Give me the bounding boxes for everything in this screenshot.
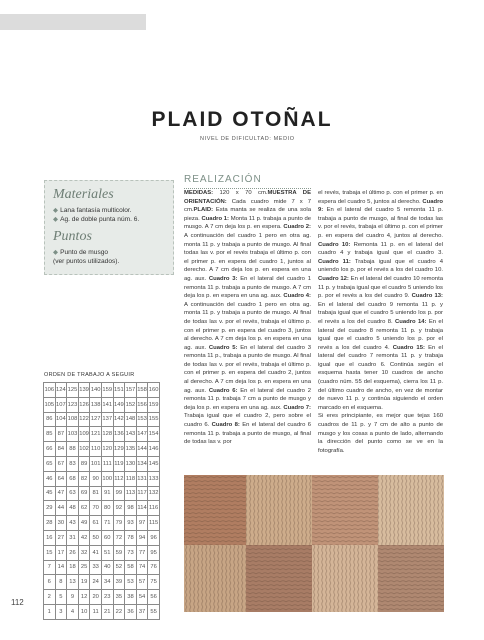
grid-cell: 159 <box>148 397 160 412</box>
grid-cell: 65 <box>44 456 56 471</box>
points-item: ◆ Punto de musgo <box>53 249 109 256</box>
page-number: 112 <box>11 598 24 607</box>
grid-cell: 57 <box>136 575 148 590</box>
grid-cell: 50 <box>90 530 102 545</box>
grid-row <box>44 442 160 457</box>
grid-cell: 116 <box>148 501 160 516</box>
grid-cell: 98 <box>125 501 137 516</box>
grid-cell: 4 <box>67 604 79 619</box>
grid-cell: 149 <box>113 397 125 412</box>
grid-cell: 105 <box>44 397 56 412</box>
run-text: En el lateral del cuadro 9 remonta 11 p. y trabaja igual que el cuadro 5 uniendo los p. por el revés a los del cuadro 8. <box>318 301 443 325</box>
grid-cell: 136 <box>113 427 125 442</box>
grid-cell: 14 <box>55 560 67 575</box>
run-label: Cuadro 7: <box>283 404 311 411</box>
run-text: Esta manta se realiza de una sola pieza. <box>184 207 311 222</box>
grid-cell: 160 <box>148 383 160 398</box>
grid-cell: 104 <box>55 412 67 427</box>
run-label: Cuadro 13: <box>411 293 443 300</box>
run-text: En el lateral del cuadro 1 remonta 11 p. trabaja a punto de musgo. A 7 cm deja los p. en espera en una ag. aux. <box>184 275 311 300</box>
grid-cell: 94 <box>136 530 148 545</box>
grid-cell: 32 <box>78 545 90 560</box>
grid-cell: 8 <box>55 575 67 590</box>
bullet-icon: ◆ <box>53 207 59 214</box>
grid-cell: 87 <box>55 427 67 442</box>
grid-cell: 144 <box>136 442 148 457</box>
grid-cell: 112 <box>113 471 125 486</box>
grid-cell: 119 <box>113 456 125 471</box>
grid-cell: 129 <box>113 442 125 457</box>
grid-cell: 111 <box>101 456 113 471</box>
grid-cell: 100 <box>101 471 113 486</box>
grid-row <box>44 530 160 545</box>
difficulty-label: NIVEL DE DIFICULTAD: MEDIO <box>200 136 295 142</box>
grid-cell: 99 <box>113 486 125 501</box>
blanket-photo <box>184 475 444 612</box>
grid-cell: 92 <box>113 501 125 516</box>
grid-cell: 130 <box>125 456 137 471</box>
grid-cell: 121 <box>90 427 102 442</box>
grid-cell: 147 <box>136 427 148 442</box>
grid-row <box>44 604 160 619</box>
grid-cell: 106 <box>44 383 56 398</box>
run-text: Remonta 11 p. en el lateral del cuadro 4 y trabaja igual que el cuadro 3. <box>318 241 443 257</box>
grid-cell: 156 <box>136 397 148 412</box>
grid-cell: 113 <box>125 486 137 501</box>
grid-cell: 62 <box>78 501 90 516</box>
grid-cell: 13 <box>67 575 79 590</box>
grid-cell: 78 <box>125 530 137 545</box>
grid-cell: 145 <box>148 456 160 471</box>
grid-row <box>44 501 160 516</box>
grid-cell: 17 <box>55 545 67 560</box>
grid-cell: 102 <box>78 442 90 457</box>
grid-cell: 49 <box>78 516 90 531</box>
run-text: Trabaja igual que el cuadro 2, pero sobre el cuadro 6. <box>184 413 311 429</box>
grid-cell: 29 <box>44 501 56 516</box>
run-label: Cuadro 5: <box>208 344 238 351</box>
grid-cell: 9 <box>67 590 79 605</box>
grid-cell: 11 <box>90 604 102 619</box>
grid-row <box>44 471 160 486</box>
grid-cell: 19 <box>78 575 90 590</box>
run-text: A continuación del cuadro 1 pero en otra ag. monta 11 p. y trabaja a punto de musgo. Al final de todas las v. por el revés, trabaja el último p. con el primer p. en espera del cuadro 3, juntos al derecho. A 7 cm deja los p. en espera en una ag. aux. <box>184 301 311 351</box>
grid-cell: 95 <box>148 545 160 560</box>
grid-cell: 124 <box>55 383 67 398</box>
grid-cell: 59 <box>113 545 125 560</box>
grid-cell: 20 <box>90 590 102 605</box>
grid-cell: 72 <box>113 530 125 545</box>
grid-cell: 137 <box>101 412 113 427</box>
grid-cell: 80 <box>101 501 113 516</box>
grid-cell: 127 <box>90 412 102 427</box>
grid-cell: 64 <box>55 471 67 486</box>
grid-cell: 7 <box>44 560 56 575</box>
grid-cell: 81 <box>90 486 102 501</box>
grid-cell: 16 <box>44 530 56 545</box>
grid-cell: 26 <box>67 545 79 560</box>
grid-cell: 122 <box>78 412 90 427</box>
run-text: Trabaja igual que el cuadro 4 uniendo los p. por el revés a los del cuadro 10. <box>318 258 443 274</box>
grid-cell: 6 <box>44 575 56 590</box>
grid-cell: 126 <box>78 397 90 412</box>
grid-cell: 22 <box>113 604 125 619</box>
grid-cell: 61 <box>90 516 102 531</box>
body-paragraph <box>318 412 443 455</box>
run-label: Cuadro 2: <box>283 224 311 231</box>
grid-cell: 90 <box>90 471 102 486</box>
grid-cell: 30 <box>55 516 67 531</box>
run-text: Monta 11 p. trabaja a punto de musgo. A 7 cm deja los p. en espera. <box>184 215 311 231</box>
grid-cell: 141 <box>101 397 113 412</box>
grid-row <box>44 383 160 398</box>
grid-row <box>44 575 160 590</box>
grid-cell: 86 <box>44 412 56 427</box>
grid-cell: 33 <box>90 560 102 575</box>
grid-cell: 148 <box>125 412 137 427</box>
grid-cell: 115 <box>148 516 160 531</box>
grid-cell: 38 <box>125 590 137 605</box>
order-grid <box>43 382 160 620</box>
grid-cell: 45 <box>44 486 56 501</box>
grid-cell: 66 <box>44 442 56 457</box>
run-label: Cuadro 8: <box>211 422 240 429</box>
grid-cell: 31 <box>67 530 79 545</box>
points-item: (ver puntos utilizados). <box>53 258 120 265</box>
grid-cell: 135 <box>125 442 137 457</box>
grid-cell: 69 <box>78 486 90 501</box>
grid-cell: 70 <box>90 501 102 516</box>
grid-cell: 118 <box>125 471 137 486</box>
grid-cell: 63 <box>67 486 79 501</box>
grid-cell: 55 <box>148 604 160 619</box>
run-text: Cada cuadro mide 7 x 7 cm. <box>184 198 311 214</box>
grid-cell: 101 <box>90 456 102 471</box>
run-label: Cuadro 15: <box>392 344 425 351</box>
grid-cell: 43 <box>67 516 79 531</box>
bullet-icon: ◆ <box>53 249 59 256</box>
grid-cell: 40 <box>101 560 113 575</box>
grid-cell: 37 <box>136 604 148 619</box>
grid-cell: 139 <box>78 383 90 398</box>
grid-cell: 125 <box>67 383 79 398</box>
run-text: En el lateral del cuadro 10 remonta 11 p. y trabaja igual que el cuadro 5 uniendo los p. por el revés a los del cuadro 9. <box>318 275 443 300</box>
run-text: En el lateral del cuadro 5 remonta 11 p. trabaja a punto de musgo, al final de todas las v. por el revés, trabaja el último p. con el primer p. en espera del cuadro 4, juntos al derecho. <box>318 207 443 239</box>
grid-cell: 36 <box>125 604 137 619</box>
grid-cell: 18 <box>67 560 79 575</box>
grid-cell: 23 <box>101 590 113 605</box>
grid-cell: 82 <box>78 471 90 486</box>
grid-row <box>44 486 160 501</box>
grid-cell: 134 <box>136 456 148 471</box>
grid-cell: 25 <box>78 560 90 575</box>
grid-row <box>44 590 160 605</box>
run-label: PLAID: <box>193 207 214 214</box>
grid-cell: 110 <box>90 442 102 457</box>
grid-cell: 34 <box>101 575 113 590</box>
grid-cell: 142 <box>113 412 125 427</box>
grid-cell: 107 <box>55 397 67 412</box>
grid-cell: 42 <box>78 530 90 545</box>
materials-heading: Materiales <box>53 187 114 202</box>
header-bar <box>0 14 146 30</box>
grid-cell: 41 <box>90 545 102 560</box>
run-text: En el lateral del cuadro 7 remonta 11 p. y trabaja igual que el cuadro 6. Continúa según el esquema hasta tener 10 cuadros de ancho (cuadro núm. 55 del esquema), cierra los 11 p. del último cuadro de ancho, en vez de montar de nuevo 11 p. y continúa siguiendo el orden marcado en el esquema. <box>318 344 443 411</box>
grid-cell: 56 <box>148 590 160 605</box>
grid-cell: 76 <box>148 560 160 575</box>
grid-cell: 52 <box>113 560 125 575</box>
run-label: Cuadro 6: <box>208 387 238 394</box>
run-text: A continuación del cuadro 1 pero en otra ag. monta 11 p. y trabaja a punto de musgo. Al final todas las v. por el revés trabaja el último p. con el primer p. en espera del cuadro 1, juntos al derecho. A 7 cm deja los p. en espera en una ag. aux. <box>184 232 311 282</box>
grid-cell: 158 <box>136 383 148 398</box>
run-label: MEDIDAS: <box>184 190 214 196</box>
grid-row <box>44 456 160 471</box>
grid-cell: 133 <box>148 471 160 486</box>
materials-item: ◆ Ag. de doble punta núm. 6. <box>53 216 140 223</box>
grid-cell: 27 <box>55 530 67 545</box>
grid-cell: 85 <box>44 427 56 442</box>
grid-cell: 128 <box>101 427 113 442</box>
grid-cell: 140 <box>90 383 102 398</box>
page-title: PLAID OTOÑAL <box>151 108 333 131</box>
grid-cell: 146 <box>148 442 160 457</box>
run-label: Cuadro 3: <box>208 275 238 282</box>
run-text: En el lateral del cuadro 8 remonta 11 p. y trabaja igual que el cuadro 5 uniendo los p. por el revés a los del cuadro 4. <box>318 318 443 351</box>
grid-cell: 138 <box>90 397 102 412</box>
grid-cell: 132 <box>148 486 160 501</box>
grid-cell: 153 <box>136 412 148 427</box>
knit-texture-image <box>184 475 444 612</box>
materials-box <box>44 180 174 275</box>
bullet-icon: ◆ <box>53 216 59 223</box>
grid-cell: 46 <box>44 471 56 486</box>
grid-cell: 120 <box>101 442 113 457</box>
grid-cell: 97 <box>136 516 148 531</box>
grid-row <box>44 545 160 560</box>
grid-cell: 151 <box>113 383 125 398</box>
run-label: Cuadro 1: <box>201 215 230 222</box>
grid-cell: 93 <box>125 516 137 531</box>
section-heading: REALIZACIÓN <box>184 174 262 185</box>
text-column-1 <box>184 189 311 447</box>
run-label: Cuadro 11: <box>318 258 351 265</box>
grid-cell: 44 <box>55 501 67 516</box>
run-text: 120 x 70 cm. <box>213 190 268 196</box>
grid-cell: 114 <box>136 501 148 516</box>
grid-cell: 75 <box>148 575 160 590</box>
grid-cell: 47 <box>55 486 67 501</box>
grid-row <box>44 516 160 531</box>
grid-cell: 1 <box>44 604 56 619</box>
grid-cell: 108 <box>67 412 79 427</box>
grid-cell: 71 <box>101 516 113 531</box>
grid-row <box>44 560 160 575</box>
body-paragraph <box>184 189 311 447</box>
grid-cell: 21 <box>101 604 113 619</box>
grid-cell: 24 <box>90 575 102 590</box>
grid-cell: 5 <box>55 590 67 605</box>
grid-cell: 39 <box>113 575 125 590</box>
run-label: Cuadro 4: <box>283 293 311 300</box>
run-label: Cuadro 10: <box>318 241 351 248</box>
grid-cell: 74 <box>136 560 148 575</box>
points-heading: Puntos <box>53 229 92 244</box>
grid-cell: 53 <box>125 575 137 590</box>
grid-cell: 51 <box>101 545 113 560</box>
grid-cell: 123 <box>67 397 79 412</box>
run-label: Cuadro 12: <box>318 275 349 282</box>
grid-cell: 54 <box>136 590 148 605</box>
grid-cell: 84 <box>55 442 67 457</box>
grid-cell: 67 <box>55 456 67 471</box>
grid-cell: 12 <box>78 590 90 605</box>
grid-cell: 88 <box>67 442 79 457</box>
grid-cell: 117 <box>136 486 148 501</box>
text-column-2 <box>318 189 443 455</box>
grid-row <box>44 397 160 412</box>
grid-cell: 79 <box>113 516 125 531</box>
run-text: Si eres principiante, es mejor que tejas 160 cuadros de 11 p. y 7 cm de alto a punto de musgo y los cosas a punto de lado, alternando la dirección del punto como se ve en la fotografía. <box>318 413 443 454</box>
grid-cell: 152 <box>125 397 137 412</box>
grid-cell: 155 <box>148 412 160 427</box>
order-label: ORDEN DE TRABAJO A SEGUIR <box>44 372 135 378</box>
grid-cell: 83 <box>67 456 79 471</box>
run-text: En el lateral del cuadro 2 remonta 11 p. trabaja 7 cm a punto de musgo y deja los p. en espera en una ag. aux. <box>184 387 311 411</box>
grid-cell: 48 <box>67 501 79 516</box>
grid-cell: 143 <box>125 427 137 442</box>
grid-cell: 60 <box>101 530 113 545</box>
run-text: el revés, trabaja el último p. con el primer p. en espera del cuadro 5, juntos al derecho. <box>318 190 443 205</box>
grid-cell: 96 <box>148 530 160 545</box>
grid-cell: 157 <box>125 383 137 398</box>
grid-cell: 2 <box>44 590 56 605</box>
grid-cell: 10 <box>78 604 90 619</box>
grid-row <box>44 427 160 442</box>
grid-cell: 103 <box>67 427 79 442</box>
run-text: En el lateral del cuadro 6 remonta 11 p. trabaja a punto de musgo, al final de todas las v. por <box>184 422 311 446</box>
grid-cell: 159 <box>101 383 113 398</box>
grid-cell: 73 <box>125 545 137 560</box>
grid-cell: 3 <box>55 604 67 619</box>
grid-cell: 28 <box>44 516 56 531</box>
run-label: Cuadro 9: <box>318 198 443 214</box>
grid-cell: 68 <box>67 471 79 486</box>
grid-cell: 15 <box>44 545 56 560</box>
materials-item: ◆ Lana fantasía multicolor. <box>53 207 132 214</box>
grid-row <box>44 412 160 427</box>
body-paragraph <box>318 189 443 412</box>
grid-cell: 91 <box>101 486 113 501</box>
grid-cell: 35 <box>113 590 125 605</box>
grid-cell: 89 <box>78 456 90 471</box>
grid-cell: 77 <box>136 545 148 560</box>
run-label: Cuadro 14: <box>395 318 427 325</box>
run-label: MUESTRA DE ORIENTACIÓN: <box>184 190 311 205</box>
grid-cell: 131 <box>136 471 148 486</box>
grid-cell: 109 <box>78 427 90 442</box>
run-text: En el lateral del cuadro 3 remonta 11 p., trabaja a punto de musgo. Al final de todas las v. por el revés, trabaja el último p. con el primer p. en espera del cuadro 2, juntos al derecho. A 7 cm deja los p. en espera en una ag. aux. <box>184 344 311 394</box>
grid-cell: 58 <box>125 560 137 575</box>
grid-cell: 154 <box>148 427 160 442</box>
